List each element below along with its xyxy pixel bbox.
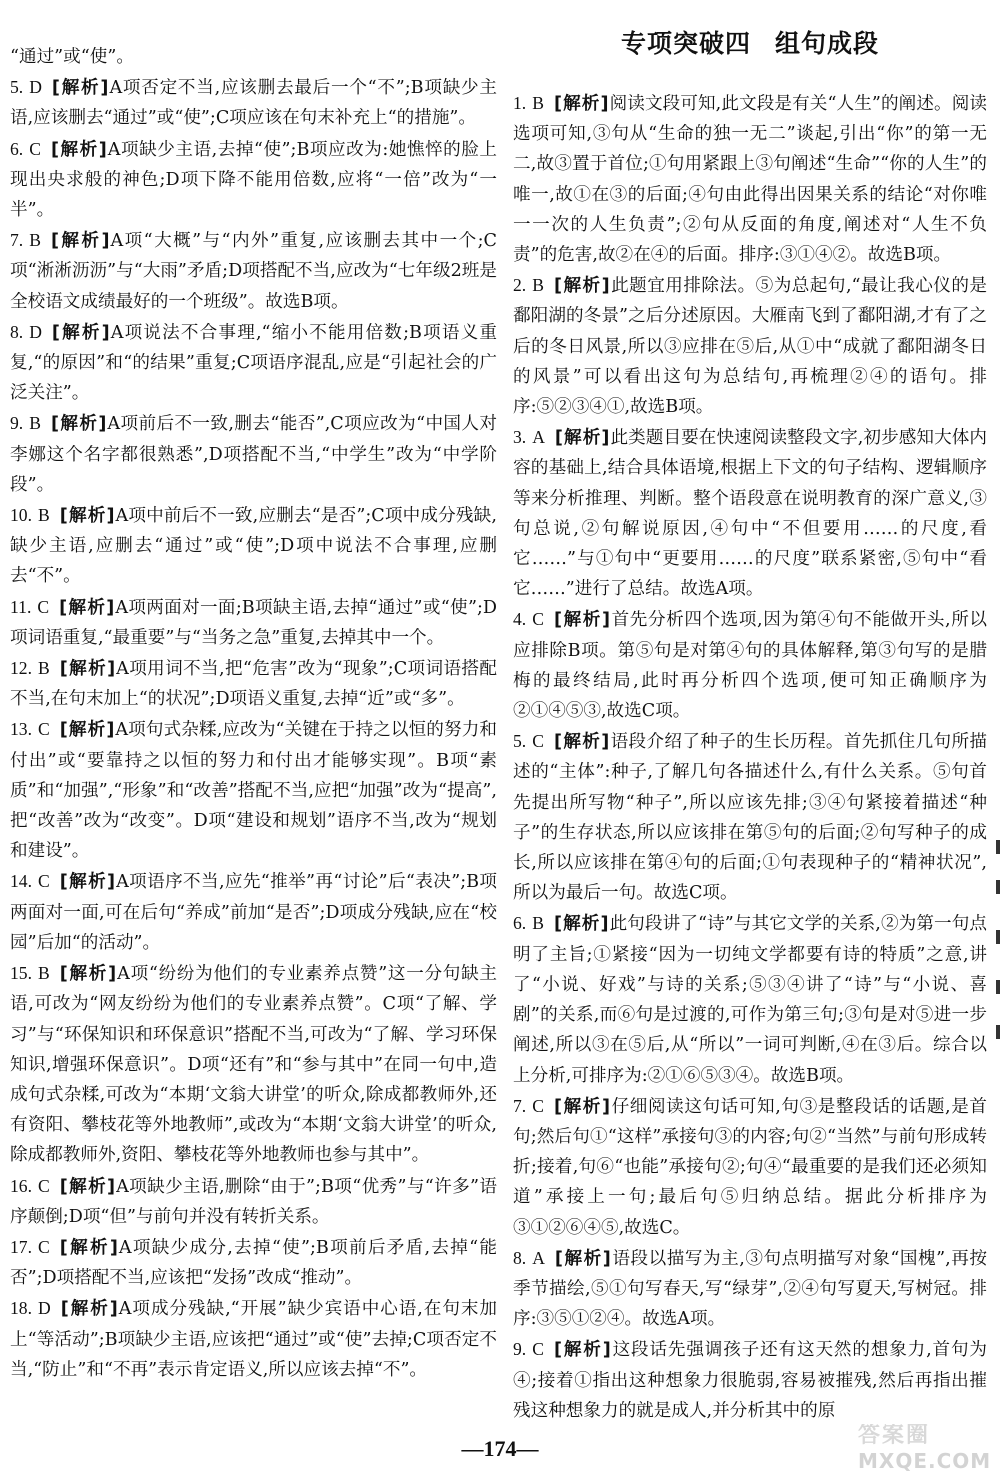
answer-ans: A (532, 1247, 545, 1268)
answer-num: 10. (10, 505, 32, 526)
answer-item (10, 592, 497, 653)
answer-ans: C (29, 138, 41, 159)
answer-item (513, 604, 987, 726)
answer-num: 13. (10, 719, 32, 740)
answer-item (513, 908, 987, 1090)
answer-text: A项“纷纷为他们的专业素养点赞”这一分句缺主语,可改为“网友纷纷为他们的专业素养点赞”。C项“了解、学习”与“环保知识和环保意识”搭配不当,可改为“了解、学习环保知识,增强环保意识”。D项“还有”和“参与其中”在同一句中,造成句式杂糅,可改为“本期‘文翁大讲堂’的听众,除成都教师外,还有资阳、攀枝花等外地教师”,或改为“本期‘文翁大讲堂’的听众,除成都教师外,资阳、攀枝花等外地教师也参与其中”。 (10, 964, 497, 1166)
answer-tag: [解析] (60, 1299, 119, 1320)
answer-text: A项句式杂糅,应改为“关键在于持之以恒的努力和付出”或“要靠持之以恒的努力和付出才能够实现”。B项“素质”和“加强”,“形象”和“改善”搭配不当,应把“加强”改为“提高”,把“改善”改为“改变”。D项“建设和规划”语序不当,改为“规划和建设”。 (10, 720, 497, 862)
answer-text: A项“大概”与“内外”重复,应该删去其中一个;C项“淅淅沥沥”与“大雨”矛盾;D项搭配不当,应改为“七年级2班是全校语文成绩最好的一个班级”。故选B项。 (10, 231, 497, 312)
answer-text: A项缺少主语,删除“由于”;B项“优秀”与“许多”语序颠倒;D项“但”与前句并没有转折关系。 (10, 1176, 497, 1227)
answer-ans: B (532, 913, 544, 934)
answer-ans: C (37, 596, 50, 617)
answer-text: A项成分残缺,“开展”缺少宾语中心语,在句末加上“等活动”;B项缺少主语,应该把“通过”或“使”去掉;C项否定不当,“防止”和“不再”表示肯定语义,所以应该去掉“不”。 (10, 1299, 497, 1380)
answer-text: 语段以描写为主,③句点明描写对象“国槐”,再按季节描绘,⑤①句写春天,写“绿芽”,②④句写夏天,写树冠。排序:③⑤①②④。故选A项。 (513, 1248, 987, 1330)
answer-text: A项中前后不一致,应删去“是否”;C项中成分残缺,缺少主语,应删去“通过”或“使”;D项中说法不合事理,应删去“不”。 (10, 506, 497, 587)
answer-item (513, 270, 987, 422)
answer-item (10, 317, 497, 409)
answer-tag: [解析] (50, 139, 108, 160)
answer-tag: [解析] (553, 94, 610, 114)
answer-item (10, 714, 497, 866)
answer-num: 9. (513, 1339, 527, 1360)
answer-tag: [解析] (59, 1176, 117, 1197)
answer-ans: D (38, 1298, 51, 1319)
answer-tag: [解析] (553, 276, 611, 297)
answer-tag: [解析] (59, 1237, 119, 1258)
left-answer-list (10, 72, 497, 1385)
answer-text: A项语序不当,应先“推举”再“讨论”后“表决”;B项两面对一面,可在后句“养成”前加“是否”;D项成分残缺,应在“校园”后加“的活动”。 (10, 872, 497, 953)
answer-text: A项缺少成分,去掉“使”;B项前后矛盾,去掉“能否”;D项搭配不当,应该把“发扬”改成“推动”。 (10, 1237, 497, 1289)
answer-text: 此句段讲了“诗”与其它文学的关系,②为第一句点明了主旨;①紧接“因为一切纯文学都要有诗的特质”之意,讲了“小说、好戏”与诗的关系;⑤③④讲了“诗”与“小说、喜剧”的关系,而⑥句是过渡的,可作为第三句;③句是对⑤进一步阐述,所以③在⑤后,从“所以”一词可判断,④在③后。综合以上分析,可排序为:②①⑥⑤③④。故选B项。 (513, 914, 987, 1086)
answer-num: 1. (513, 93, 527, 113)
answer-ans: D (29, 321, 42, 342)
answer-ans: C (532, 1339, 544, 1360)
answer-num: 18. (10, 1298, 32, 1319)
answer-item (10, 958, 497, 1170)
answer-tag: [解析] (553, 1096, 611, 1117)
answer-tag: [解析] (59, 872, 117, 893)
answer-tag: [解析] (553, 732, 611, 753)
answer-item (10, 1293, 497, 1385)
answer-num: 5. (513, 731, 527, 752)
answer-num: 15. (10, 963, 32, 984)
answer-num: 6. (513, 913, 527, 934)
answer-text: A项否定不当,应该删去最后一个“不”;B项缺少主语,应该删去“通过”或“使”;C项应该在句末补充上“的措施”。 (10, 78, 497, 129)
answer-num: 6. (10, 138, 24, 159)
answer-text: 此类题目要在快速阅读整段文字,初步感知大体内容的基础上,结合具体语境,根据上下文的句子结构、逻辑顺序等来分析推理、判断。整个语段意在说明教育的深广意义,③句总说,②句解说原因,④句中“不但要用……的尺度,看它……”与①句中“更要用……的尺度”联系紧密,⑤句中“看它……”进行了总结。故选A项。 (513, 428, 987, 600)
answer-num: 11. (10, 596, 32, 617)
answer-num: 9. (10, 413, 24, 434)
answer-ans: C (38, 1175, 50, 1196)
answer-item (10, 225, 497, 317)
answer-item (10, 134, 497, 226)
answer-item (513, 726, 987, 908)
right-column (513, 0, 987, 1426)
answer-ans: B (38, 963, 50, 984)
answer-ans: C (38, 719, 50, 740)
answer-ans: A (532, 427, 545, 448)
answer-text: A项用词不当,把“危害”改为“现象”;C项词语搭配不当,在句末加上“的状况”;D项语义重复,去掉“近”或“多”。 (10, 659, 497, 710)
section-title-topic: 组句成段 (775, 29, 880, 58)
margin-marks (994, 840, 1000, 1040)
answer-tag: [解析] (554, 428, 611, 449)
answer-ans: B (532, 93, 544, 113)
answer-ans: B (532, 275, 544, 296)
answer-tag: [解析] (50, 414, 108, 435)
page-number: —174— (461, 1436, 539, 1461)
answer-num: 17. (10, 1236, 32, 1257)
answer-ans: C (38, 1236, 50, 1257)
answer-text: 语段介绍了种子的生长历程。首先抓住几句所描述的“主体”:种子,了解几句各描述什么,有什么关系。⑤句首先提出所写物“种子”,所以应该先排;③④句紧接着描述“种子”的生存状态,所以应该排在第⑤句的后面;②句写种子的成长,所以应该排在第④句的后面;①句表现种子的“精神状况”,所以为最后一句。故选C项。 (513, 732, 987, 904)
answer-text: 仔细阅读这句话可知,句③是整段话的话题,是首句;然后句①“这样”承接句③的内容;句②“当然”与前句形成转折;接着,句⑥“也能”承接句②;句④“最重要的是我们还必须知道”承接上一句;最后句⑤归纳总结。据此分析排序为③①②⑥④⑤,故选C。 (513, 1096, 988, 1238)
answer-num: 8. (513, 1247, 527, 1268)
answer-num: 7. (513, 1095, 527, 1116)
answer-item (10, 500, 497, 592)
answer-item (513, 1334, 987, 1426)
answer-tag: [解析] (51, 322, 111, 343)
section-title-number: 专项突破四 (620, 29, 751, 58)
answer-tag: [解析] (50, 231, 111, 252)
answer-num: 12. (10, 658, 32, 679)
answer-tag: [解析] (553, 1340, 612, 1361)
answer-text: 阅读文段可知,此文段是有关“人生”的阐述。阅读选项可知,③句从“生命的独一无二”谈起,引出“你”的第一无二,故③置于首位;①句用紧跟上③句阐述“生命”“你的人生”的唯一,故①在③的后面;④句由此得出因果关系的结论“对你唯一一次的人生负责”;②句从反面的角度,阐述对“人生不负责”的危害,故②在④的后面。排序:③①④②。故选B项。 (513, 94, 987, 266)
answer-tag: [解析] (59, 506, 116, 527)
watermark-line-1: 答案圈 (858, 1424, 931, 1448)
answer-num: 2. (513, 275, 527, 296)
answer-text: A项缺少主语,去掉“使”;B项应改为:她憔悴的脸上现出央求般的神色;D项下降不能用倍数,应将“一倍”改为“一半”。 (10, 139, 497, 221)
answer-num: 7. (10, 230, 24, 251)
answer-tag: [解析] (59, 720, 116, 741)
answer-ans: C (532, 1095, 544, 1116)
answer-text: 这段话先强调孩子还有这天然的想象力,首句为④;接着①指出这种想象力很脆弱,容易被摧残,然后再指出摧残这种想象力的就是成人,并分析其中的原 (513, 1340, 987, 1421)
answer-ans: C (38, 871, 50, 892)
answer-text: A项两面对一面;B项缺主语,去掉“通过”或“使”;D项词语重复,“最重要”与“当务之急”重复,去掉其中一个。 (10, 597, 497, 648)
answer-tag: [解析] (59, 597, 116, 618)
answer-ans: B (29, 230, 41, 251)
right-answer-list (513, 88, 987, 1426)
answer-item (513, 88, 987, 270)
answer-num: 4. (513, 609, 527, 630)
left-column (10, 42, 497, 1385)
answer-item (513, 1243, 987, 1335)
answer-ans: B (38, 505, 50, 526)
answer-tag: [解析] (59, 659, 117, 680)
answer-ans: C (532, 731, 544, 752)
answer-text: 此题宜用排除法。⑤为总起句,“最让我心仪的是鄱阳湖的冬景”之后分述原因。大雁南飞到了鄱阳湖,才有了之后的冬日风景,所以③应排在⑤后,从①中“成就了鄱阳湖冬日的风景”可以看出这句为总结句,再梳理②④的语句。排序:⑤②③④①,故选B项。 (513, 276, 987, 418)
answer-num: 16. (10, 1175, 32, 1196)
answer-text: A项前后不一致,删去“能否”,C项应改为“中国人对李娜这个名字都很熟悉”,D项搭配不当,“中学生”改为“中学阶段”。 (10, 414, 497, 495)
answer-item (10, 1171, 497, 1232)
answer-num: 5. (10, 77, 24, 98)
answer-tag: [解析] (553, 914, 610, 935)
answer-tag: [解析] (51, 78, 110, 99)
continued-text: “通过”或“使”。 (10, 47, 134, 67)
answer-tag: [解析] (553, 610, 611, 631)
answer-item (513, 422, 987, 604)
answer-num: 8. (10, 321, 24, 342)
answer-item (10, 408, 497, 500)
section-title (513, 0, 987, 88)
answer-item (10, 653, 497, 714)
answer-ans: C (532, 609, 544, 630)
watermark-logo (858, 1424, 998, 1480)
answer-ans: B (29, 413, 41, 434)
answer-text: A项说法不合事理,“缩小不能用倍数;B项语义重复,“的原因”和“的结果”重复;C项语序混乱,应是“引起社会的广泛关注”。 (10, 322, 497, 404)
answer-item (10, 1232, 497, 1293)
answer-text: 首先分析四个选项,因为第④句不能做开头,所以应排除B项。第⑤句是对第④句的具体解释,第③句写的是腊梅的最终结局,此时再分析四个选项,便可知正确顺序为②①④⑤③,故选C项。 (513, 610, 988, 722)
answer-item (10, 866, 497, 958)
answer-tag: [解析] (554, 1248, 612, 1269)
answer-item (10, 72, 497, 133)
answer-ans: D (29, 77, 42, 98)
answer-ans: B (38, 658, 50, 679)
answer-num: 14. (10, 871, 32, 892)
answer-tag: [解析] (59, 964, 118, 985)
watermark-line-2: MXQE.COM (858, 1449, 992, 1473)
answer-item (513, 1091, 987, 1243)
answer-num: 3. (513, 427, 527, 448)
